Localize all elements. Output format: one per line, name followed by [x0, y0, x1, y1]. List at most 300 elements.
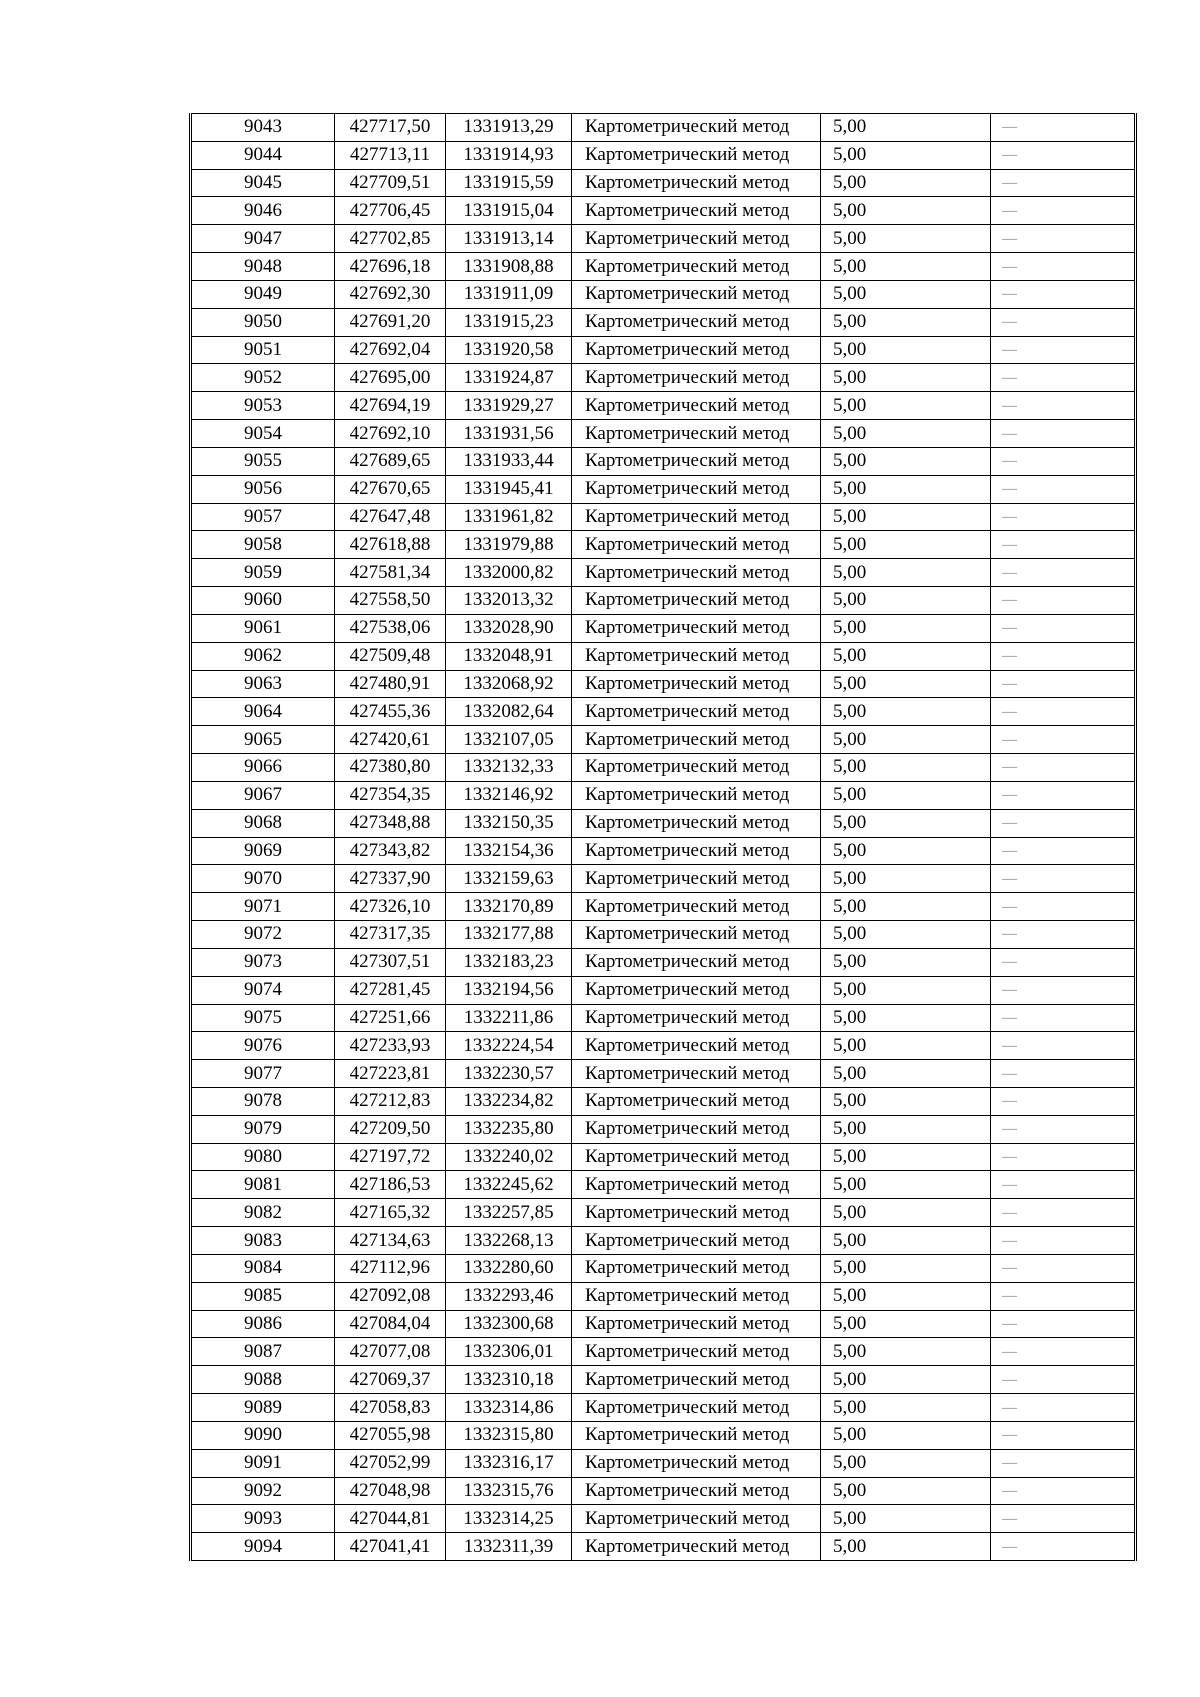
method-cell: Картометрический метод — [572, 698, 821, 726]
y-coordinate-cell: 1332315,80 — [446, 1421, 572, 1449]
point-number-cell: 9049 — [191, 280, 335, 308]
y-coordinate-cell: 1332159,63 — [446, 865, 572, 893]
method-cell: Картометрический метод — [572, 587, 821, 615]
x-coordinate-cell: 427692,10 — [335, 420, 446, 448]
x-coordinate-cell: 427055,98 — [335, 1421, 446, 1449]
point-number-cell: 9070 — [191, 865, 335, 893]
point-number-cell: 9084 — [191, 1254, 335, 1282]
x-coordinate-cell: 427692,04 — [335, 336, 446, 364]
y-coordinate-cell: 1331915,04 — [446, 197, 572, 225]
method-cell: Картометрический метод — [572, 447, 821, 475]
y-coordinate-cell: 1332245,62 — [446, 1171, 572, 1199]
table-row — [191, 614, 1136, 642]
precision-cell: 5,00 — [821, 726, 991, 754]
method-cell: Картометрический метод — [572, 559, 821, 587]
precision-cell: 5,00 — [821, 1060, 991, 1088]
y-coordinate-cell: 1332028,90 — [446, 614, 572, 642]
precision-cell: 5,00 — [821, 280, 991, 308]
y-coordinate-cell: 1331931,56 — [446, 420, 572, 448]
x-coordinate-cell: 427670,65 — [335, 475, 446, 503]
y-coordinate-cell: 1332154,36 — [446, 837, 572, 865]
table-row — [191, 253, 1136, 281]
method-cell: Картометрический метод — [572, 364, 821, 392]
point-number-cell: 9066 — [191, 754, 335, 782]
precision-cell: 5,00 — [821, 169, 991, 197]
precision-cell: 5,00 — [821, 921, 991, 949]
y-coordinate-cell: 1332230,57 — [446, 1060, 572, 1088]
x-coordinate-cell: 427197,72 — [335, 1143, 446, 1171]
y-coordinate-cell: 1332257,85 — [446, 1199, 572, 1227]
y-coordinate-cell: 1332183,23 — [446, 948, 572, 976]
description-cell: — — [991, 392, 1136, 420]
description-cell: — — [991, 420, 1136, 448]
point-number-cell: 9068 — [191, 809, 335, 837]
description-cell: — — [991, 1394, 1136, 1422]
point-number-cell: 9093 — [191, 1505, 335, 1533]
point-number-cell: 9054 — [191, 420, 335, 448]
coordinates-table — [189, 113, 1137, 1561]
y-coordinate-cell: 1331924,87 — [446, 364, 572, 392]
point-number-cell: 9088 — [191, 1366, 335, 1394]
table-row — [191, 169, 1136, 197]
precision-cell: 5,00 — [821, 1310, 991, 1338]
point-number-cell: 9050 — [191, 308, 335, 336]
table-row — [191, 1254, 1136, 1282]
y-coordinate-cell: 1331913,14 — [446, 225, 572, 253]
x-coordinate-cell: 427706,45 — [335, 197, 446, 225]
description-cell: — — [991, 1282, 1136, 1310]
point-number-cell: 9086 — [191, 1310, 335, 1338]
table-row — [191, 392, 1136, 420]
point-number-cell: 9044 — [191, 141, 335, 169]
table-row — [191, 1449, 1136, 1477]
description-cell: — — [991, 587, 1136, 615]
x-coordinate-cell: 427618,88 — [335, 531, 446, 559]
description-cell: — — [991, 336, 1136, 364]
point-number-cell: 9073 — [191, 948, 335, 976]
precision-cell: 5,00 — [821, 1282, 991, 1310]
table-row — [191, 1533, 1136, 1561]
precision-cell: 5,00 — [821, 1087, 991, 1115]
method-cell: Картометрический метод — [572, 1477, 821, 1505]
method-cell: Картометрический метод — [572, 225, 821, 253]
method-cell: Картометрический метод — [572, 531, 821, 559]
method-cell: Картометрический метод — [572, 308, 821, 336]
point-number-cell: 9062 — [191, 642, 335, 670]
precision-cell: 5,00 — [821, 197, 991, 225]
description-cell: — — [991, 503, 1136, 531]
coordinates-table-body — [191, 114, 1136, 1561]
precision-cell: 5,00 — [821, 698, 991, 726]
description-cell: — — [991, 280, 1136, 308]
point-number-cell: 9087 — [191, 1338, 335, 1366]
x-coordinate-cell: 427480,91 — [335, 670, 446, 698]
precision-cell: 5,00 — [821, 1366, 991, 1394]
description-cell: — — [991, 1199, 1136, 1227]
table-row — [191, 1060, 1136, 1088]
precision-cell: 5,00 — [821, 837, 991, 865]
description-cell: — — [991, 475, 1136, 503]
table-row — [191, 1227, 1136, 1255]
description-cell: — — [991, 169, 1136, 197]
description-cell: — — [991, 976, 1136, 1004]
table-row — [191, 837, 1136, 865]
precision-cell: 5,00 — [821, 809, 991, 837]
method-cell: Картометрический метод — [572, 1171, 821, 1199]
point-number-cell: 9089 — [191, 1394, 335, 1422]
point-number-cell: 9045 — [191, 169, 335, 197]
y-coordinate-cell: 1332146,92 — [446, 781, 572, 809]
y-coordinate-cell: 1331979,88 — [446, 531, 572, 559]
point-number-cell: 9061 — [191, 614, 335, 642]
table-row — [191, 1171, 1136, 1199]
y-coordinate-cell: 1332013,32 — [446, 587, 572, 615]
method-cell: Картометрический метод — [572, 893, 821, 921]
point-number-cell: 9064 — [191, 698, 335, 726]
description-cell: — — [991, 921, 1136, 949]
point-number-cell: 9083 — [191, 1227, 335, 1255]
x-coordinate-cell: 427538,06 — [335, 614, 446, 642]
table-row — [191, 1310, 1136, 1338]
x-coordinate-cell: 427647,48 — [335, 503, 446, 531]
table-row — [191, 1087, 1136, 1115]
description-cell: — — [991, 642, 1136, 670]
table-row — [191, 976, 1136, 1004]
x-coordinate-cell: 427581,34 — [335, 559, 446, 587]
precision-cell: 5,00 — [821, 1032, 991, 1060]
table-row — [191, 503, 1136, 531]
x-coordinate-cell: 427251,66 — [335, 1004, 446, 1032]
y-coordinate-cell: 1332306,01 — [446, 1338, 572, 1366]
method-cell: Картометрический метод — [572, 1032, 821, 1060]
method-cell: Картометрический метод — [572, 976, 821, 1004]
table-row — [191, 475, 1136, 503]
table-row — [191, 754, 1136, 782]
y-coordinate-cell: 1332170,89 — [446, 893, 572, 921]
point-number-cell: 9058 — [191, 531, 335, 559]
description-cell: — — [991, 1533, 1136, 1561]
y-coordinate-cell: 1332048,91 — [446, 642, 572, 670]
point-number-cell: 9082 — [191, 1199, 335, 1227]
point-number-cell: 9060 — [191, 587, 335, 615]
x-coordinate-cell: 427695,00 — [335, 364, 446, 392]
x-coordinate-cell: 427317,35 — [335, 921, 446, 949]
description-cell: — — [991, 1421, 1136, 1449]
point-number-cell: 9065 — [191, 726, 335, 754]
method-cell: Картометрический метод — [572, 614, 821, 642]
table-row — [191, 1115, 1136, 1143]
method-cell: Картометрический метод — [572, 197, 821, 225]
x-coordinate-cell: 427713,11 — [335, 141, 446, 169]
precision-cell: 5,00 — [821, 1533, 991, 1561]
table-row — [191, 1366, 1136, 1394]
y-coordinate-cell: 1331914,93 — [446, 141, 572, 169]
precision-cell: 5,00 — [821, 1004, 991, 1032]
x-coordinate-cell: 427212,83 — [335, 1087, 446, 1115]
x-coordinate-cell: 427052,99 — [335, 1449, 446, 1477]
x-coordinate-cell: 427084,04 — [335, 1310, 446, 1338]
method-cell: Картометрический метод — [572, 754, 821, 782]
precision-cell: 5,00 — [821, 225, 991, 253]
table-row — [191, 948, 1136, 976]
x-coordinate-cell: 427702,85 — [335, 225, 446, 253]
method-cell: Картометрический метод — [572, 336, 821, 364]
precision-cell: 5,00 — [821, 392, 991, 420]
precision-cell: 5,00 — [821, 614, 991, 642]
point-number-cell: 9091 — [191, 1449, 335, 1477]
description-cell: — — [991, 837, 1136, 865]
precision-cell: 5,00 — [821, 1171, 991, 1199]
point-number-cell: 9076 — [191, 1032, 335, 1060]
point-number-cell: 9075 — [191, 1004, 335, 1032]
precision-cell: 5,00 — [821, 976, 991, 1004]
y-coordinate-cell: 1332177,88 — [446, 921, 572, 949]
method-cell: Картометрический метод — [572, 475, 821, 503]
precision-cell: 5,00 — [821, 1421, 991, 1449]
table-row — [191, 197, 1136, 225]
y-coordinate-cell: 1331908,88 — [446, 253, 572, 281]
method-cell: Картометрический метод — [572, 1199, 821, 1227]
x-coordinate-cell: 427348,88 — [335, 809, 446, 837]
method-cell: Картометрический метод — [572, 1004, 821, 1032]
method-cell: Картометрический метод — [572, 141, 821, 169]
table-row — [191, 1394, 1136, 1422]
table-row — [191, 308, 1136, 336]
description-cell: — — [991, 447, 1136, 475]
x-coordinate-cell: 427048,98 — [335, 1477, 446, 1505]
method-cell: Картометрический метод — [572, 948, 821, 976]
y-coordinate-cell: 1331915,23 — [446, 308, 572, 336]
point-number-cell: 9051 — [191, 336, 335, 364]
y-coordinate-cell: 1331961,82 — [446, 503, 572, 531]
y-coordinate-cell: 1332316,17 — [446, 1449, 572, 1477]
precision-cell: 5,00 — [821, 893, 991, 921]
description-cell: — — [991, 1449, 1136, 1477]
description-cell: — — [991, 1477, 1136, 1505]
description-cell: — — [991, 1087, 1136, 1115]
description-cell: — — [991, 197, 1136, 225]
table-row — [191, 1282, 1136, 1310]
point-number-cell: 9046 — [191, 197, 335, 225]
point-number-cell: 9094 — [191, 1533, 335, 1561]
x-coordinate-cell: 427558,50 — [335, 587, 446, 615]
method-cell: Картометрический метод — [572, 670, 821, 698]
precision-cell: 5,00 — [821, 420, 991, 448]
method-cell: Картометрический метод — [572, 1366, 821, 1394]
y-coordinate-cell: 1332311,39 — [446, 1533, 572, 1561]
y-coordinate-cell: 1332234,82 — [446, 1087, 572, 1115]
description-cell: — — [991, 809, 1136, 837]
table-row — [191, 1338, 1136, 1366]
description-cell: — — [991, 1004, 1136, 1032]
description-cell: — — [991, 865, 1136, 893]
precision-cell: 5,00 — [821, 1143, 991, 1171]
description-cell: — — [991, 253, 1136, 281]
description-cell: — — [991, 614, 1136, 642]
y-coordinate-cell: 1332224,54 — [446, 1032, 572, 1060]
precision-cell: 5,00 — [821, 559, 991, 587]
point-number-cell: 9052 — [191, 364, 335, 392]
table-row — [191, 1477, 1136, 1505]
method-cell: Картометрический метод — [572, 392, 821, 420]
precision-cell: 5,00 — [821, 1199, 991, 1227]
x-coordinate-cell: 427696,18 — [335, 253, 446, 281]
y-coordinate-cell: 1331920,58 — [446, 336, 572, 364]
method-cell: Картометрический метод — [572, 921, 821, 949]
description-cell: — — [991, 1060, 1136, 1088]
precision-cell: 5,00 — [821, 1115, 991, 1143]
precision-cell: 5,00 — [821, 781, 991, 809]
table-row — [191, 1032, 1136, 1060]
method-cell: Картометрический метод — [572, 1533, 821, 1561]
point-number-cell: 9079 — [191, 1115, 335, 1143]
y-coordinate-cell: 1331915,59 — [446, 169, 572, 197]
y-coordinate-cell: 1331913,29 — [446, 114, 572, 142]
y-coordinate-cell: 1332314,86 — [446, 1394, 572, 1422]
description-cell: — — [991, 225, 1136, 253]
x-coordinate-cell: 427509,48 — [335, 642, 446, 670]
y-coordinate-cell: 1332280,60 — [446, 1254, 572, 1282]
x-coordinate-cell: 427694,19 — [335, 392, 446, 420]
point-number-cell: 9056 — [191, 475, 335, 503]
precision-cell: 5,00 — [821, 1338, 991, 1366]
table-row — [191, 1004, 1136, 1032]
x-coordinate-cell: 427337,90 — [335, 865, 446, 893]
point-number-cell: 9092 — [191, 1477, 335, 1505]
y-coordinate-cell: 1332300,68 — [446, 1310, 572, 1338]
point-number-cell: 9090 — [191, 1421, 335, 1449]
precision-cell: 5,00 — [821, 865, 991, 893]
precision-cell: 5,00 — [821, 1449, 991, 1477]
method-cell: Картометрический метод — [572, 1282, 821, 1310]
precision-cell: 5,00 — [821, 364, 991, 392]
x-coordinate-cell: 427326,10 — [335, 893, 446, 921]
x-coordinate-cell: 427717,50 — [335, 114, 446, 142]
y-coordinate-cell: 1332211,86 — [446, 1004, 572, 1032]
method-cell: Картометрический метод — [572, 1143, 821, 1171]
x-coordinate-cell: 427134,63 — [335, 1227, 446, 1255]
method-cell: Картометрический метод — [572, 420, 821, 448]
point-number-cell: 9074 — [191, 976, 335, 1004]
table-row — [191, 1421, 1136, 1449]
table-row — [191, 865, 1136, 893]
precision-cell: 5,00 — [821, 141, 991, 169]
precision-cell: 5,00 — [821, 531, 991, 559]
description-cell: — — [991, 531, 1136, 559]
precision-cell: 5,00 — [821, 503, 991, 531]
table-row — [191, 420, 1136, 448]
precision-cell: 5,00 — [821, 1254, 991, 1282]
x-coordinate-cell: 427165,32 — [335, 1199, 446, 1227]
description-cell: — — [991, 1366, 1136, 1394]
description-cell: — — [991, 670, 1136, 698]
table-row — [191, 531, 1136, 559]
y-coordinate-cell: 1332240,02 — [446, 1143, 572, 1171]
description-cell: — — [991, 364, 1136, 392]
table-row — [191, 670, 1136, 698]
precision-cell: 5,00 — [821, 475, 991, 503]
description-cell: — — [991, 141, 1136, 169]
point-number-cell: 9071 — [191, 893, 335, 921]
precision-cell: 5,00 — [821, 587, 991, 615]
point-number-cell: 9047 — [191, 225, 335, 253]
method-cell: Картометрический метод — [572, 1421, 821, 1449]
method-cell: Картометрический метод — [572, 726, 821, 754]
method-cell: Картометрический метод — [572, 642, 821, 670]
point-number-cell: 9043 — [191, 114, 335, 142]
precision-cell: 5,00 — [821, 1394, 991, 1422]
description-cell: — — [991, 893, 1136, 921]
precision-cell: 5,00 — [821, 447, 991, 475]
table-row — [191, 364, 1136, 392]
table-row — [191, 921, 1136, 949]
point-number-cell: 9081 — [191, 1171, 335, 1199]
description-cell: — — [991, 308, 1136, 336]
description-cell: — — [991, 1227, 1136, 1255]
table-row — [191, 698, 1136, 726]
table-row — [191, 642, 1136, 670]
method-cell: Картометрический метод — [572, 114, 821, 142]
method-cell: Картометрический метод — [572, 865, 821, 893]
y-coordinate-cell: 1332068,92 — [446, 670, 572, 698]
x-coordinate-cell: 427354,35 — [335, 781, 446, 809]
precision-cell: 5,00 — [821, 670, 991, 698]
y-coordinate-cell: 1332107,05 — [446, 726, 572, 754]
y-coordinate-cell: 1332000,82 — [446, 559, 572, 587]
method-cell: Картометрический метод — [572, 1060, 821, 1088]
method-cell: Картометрический метод — [572, 1087, 821, 1115]
table-row — [191, 336, 1136, 364]
x-coordinate-cell: 427112,96 — [335, 1254, 446, 1282]
method-cell: Картометрический метод — [572, 1254, 821, 1282]
table-row — [191, 141, 1136, 169]
x-coordinate-cell: 427041,41 — [335, 1533, 446, 1561]
point-number-cell: 9069 — [191, 837, 335, 865]
x-coordinate-cell: 427092,08 — [335, 1282, 446, 1310]
method-cell: Картометрический метод — [572, 280, 821, 308]
precision-cell: 5,00 — [821, 336, 991, 364]
description-cell: — — [991, 114, 1136, 142]
method-cell: Картометрический метод — [572, 1115, 821, 1143]
point-number-cell: 9059 — [191, 559, 335, 587]
x-coordinate-cell: 427223,81 — [335, 1060, 446, 1088]
description-cell: — — [991, 1115, 1136, 1143]
method-cell: Картометрический метод — [572, 253, 821, 281]
point-number-cell: 9053 — [191, 392, 335, 420]
method-cell: Картометрический метод — [572, 1338, 821, 1366]
table-row — [191, 1199, 1136, 1227]
x-coordinate-cell: 427069,37 — [335, 1366, 446, 1394]
description-cell: — — [991, 948, 1136, 976]
y-coordinate-cell: 1332194,56 — [446, 976, 572, 1004]
y-coordinate-cell: 1332314,25 — [446, 1505, 572, 1533]
description-cell: — — [991, 1032, 1136, 1060]
method-cell: Картометрический метод — [572, 837, 821, 865]
method-cell: Картометрический метод — [572, 503, 821, 531]
x-coordinate-cell: 427692,30 — [335, 280, 446, 308]
description-cell: — — [991, 781, 1136, 809]
precision-cell: 5,00 — [821, 754, 991, 782]
description-cell: — — [991, 1338, 1136, 1366]
y-coordinate-cell: 1331929,27 — [446, 392, 572, 420]
method-cell: Картометрический метод — [572, 1449, 821, 1477]
description-cell: — — [991, 1143, 1136, 1171]
method-cell: Картометрический метод — [572, 1227, 821, 1255]
x-coordinate-cell: 427233,93 — [335, 1032, 446, 1060]
point-number-cell: 9078 — [191, 1087, 335, 1115]
table-row — [191, 114, 1136, 142]
y-coordinate-cell: 1332132,33 — [446, 754, 572, 782]
